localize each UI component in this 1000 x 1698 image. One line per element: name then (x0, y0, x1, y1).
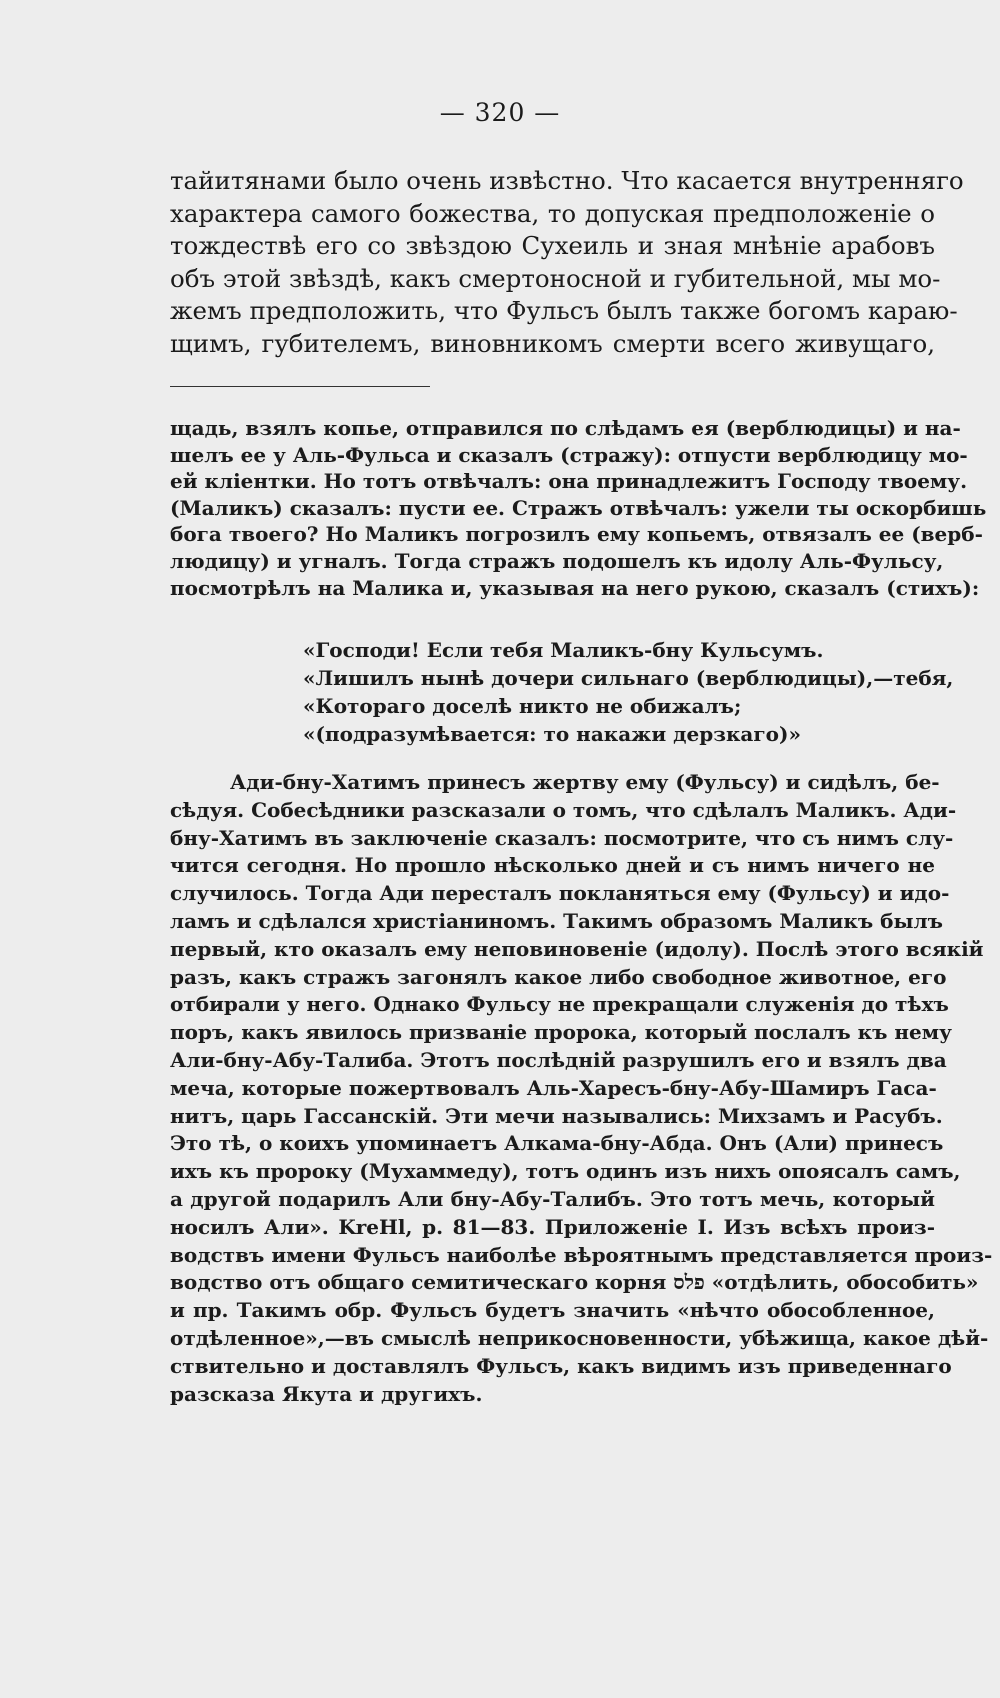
text-line: тождествѣ его со звѣздою Сухеиль и зная мнѣнiе арабовъ (170, 231, 935, 260)
poem-line: «Котораго доселѣ никто не обижалъ; (303, 694, 742, 718)
footnote-line: посмотрѣлъ на Малика и, указывая на него рукою, сказалъ (стихъ): (170, 575, 980, 600)
footnote-line: меча, которые пожертвовалъ Аль-Харесъ-бну-Абу-Шамиръ Гаса- (170, 1075, 937, 1100)
footnote-separator (170, 386, 430, 387)
footnote-line: (Маликъ) сказалъ: пусти ее. Стражъ отвѣчалъ: ужели ты оскорбишь (170, 495, 987, 520)
main-text-block (170, 165, 964, 360)
footnote-line: а другой подарилъ Али бну-Абу-Талибъ. Это тотъ мечь, который (170, 1186, 935, 1211)
text-line: щимъ, губителемъ, виновникомъ смерти всего живущаго, (170, 328, 935, 358)
footnote-line: сѣдуя. Собесѣдники разсказали о томъ, что сдѣлалъ Маликъ. Ади- (170, 797, 957, 822)
poem-line: «(подразумѣвается: то накажи дерзкаго)» (303, 722, 801, 746)
poem-quote (303, 636, 954, 748)
footnote-line: бога твоего? Но Маликъ погрозилъ ему копьемъ, отвязалъ ее (верб- (170, 522, 983, 547)
footnote-line: разсказа Якута и другихъ. (170, 1381, 483, 1406)
footnote-line: ламъ и сдѣлался христiаниномъ. Такимъ образомъ Маликъ былъ (170, 908, 943, 933)
footnote-line: и пр. Такимъ обр. Фульсъ будетъ значить «нѣчто обособленное, (170, 1298, 935, 1323)
footnote-line: шелъ ее у Аль-Фульса и сказалъ (стражу): отпусти верблюдицу мо- (170, 442, 968, 467)
footnote-line: Это тѣ, о коихъ упоминаетъ Алкама-бну-Абда. Онъ (Али) принесъ (170, 1131, 944, 1156)
footnote-line: бну-Хатимъ въ заключенiе сказалъ: посмотрите, что съ нимъ слу- (170, 825, 954, 850)
text-line: характера самого божества, то допуская предположенiе о (170, 198, 935, 228)
footnote-line: чится сегодня. Но прошло нѣсколько дней и съ нимъ ничего не (170, 853, 935, 878)
footnote-text-bottom (170, 769, 993, 1408)
text-line: тайитянами было очень извѣстно. Что касается внутренняго (170, 166, 964, 195)
footnote-text-top (170, 415, 987, 601)
text-line: жемъ предположить, что Фульсъ былъ также богомъ караю- (170, 296, 958, 325)
footnote-line: Ади-бну-Хатимъ принесъ жертву ему (Фульсу) и сидѣлъ, бе- (230, 770, 940, 794)
footnote-line: нитъ, царь Гассанскiй. Эти мечи назывались: Михзамъ и Расубъ. (170, 1103, 943, 1128)
text-line: объ этой звѣздѣ, какъ смертоносной и губительной, мы мо- (170, 263, 941, 293)
footnote-line: носилъ Али». KreHl, p. 81—83. Приложенiе I. Изъ всѣхъ произ- (170, 1214, 935, 1239)
footnote-line: первый, кто оказалъ ему неповиновенiе (идолу). Послѣ этого всякiй (170, 936, 984, 961)
poem-line: «Лишилъ нынѣ дочери сильнаго (верблюдицы),—тебя, (303, 666, 954, 690)
footnote-line: щадь, взялъ копье, отправился по слѣдамъ ея (верблюдицы) и на- (170, 416, 961, 440)
poem-line: «Господи! Если тебя Маликъ-бну Кульсумъ. (303, 638, 824, 662)
footnote-line: разъ, какъ стражъ загонялъ какое либо свободное животное, его (170, 964, 947, 989)
footnote-line: людицу) и угналъ. Тогда стражъ подошелъ къ идолу Аль-Фульсу, (170, 548, 944, 573)
footnote-line: водство отъ общаго семитическаго корня פלס «отдѣлить, обособить» (170, 1270, 979, 1295)
footnote-line: отбирали у него. Однако Фульсу не прекращали служенiя до тѣхъ (170, 992, 949, 1017)
footnote-line: ствительно и доставлялъ Фульсъ, какъ видимъ изъ приведеннаго (170, 1353, 952, 1378)
footnote-line: поръ, какъ явилось призванiе пророка, который послалъ къ нему (170, 1020, 952, 1045)
footnote-line: случилось. Тогда Ади перестaлъ покланяться ему (Фульсу) и идо- (170, 881, 950, 906)
page-number: — 320 — (439, 98, 561, 127)
footnote-line: Али-бну-Абу-Талиба. Этотъ послѣднiй разрушилъ его и взялъ два (170, 1047, 947, 1072)
footnote-line: ихъ къ пророку (Мухаммеду), тотъ одинъ изъ нихъ опоясалъ самъ, (170, 1159, 961, 1184)
footnote-line: ей клiентки. Но тотъ отвѣчалъ: она принадлежитъ Господу твоему. (170, 469, 968, 494)
footnote-line: отдѣленное»,—въ смыслѣ неприкосновенности, убѣжища, какое дѣй- (170, 1325, 989, 1350)
footnote-line: водствъ имени Фульсъ наиболѣе вѣроятнымъ представляется произ- (170, 1242, 993, 1267)
